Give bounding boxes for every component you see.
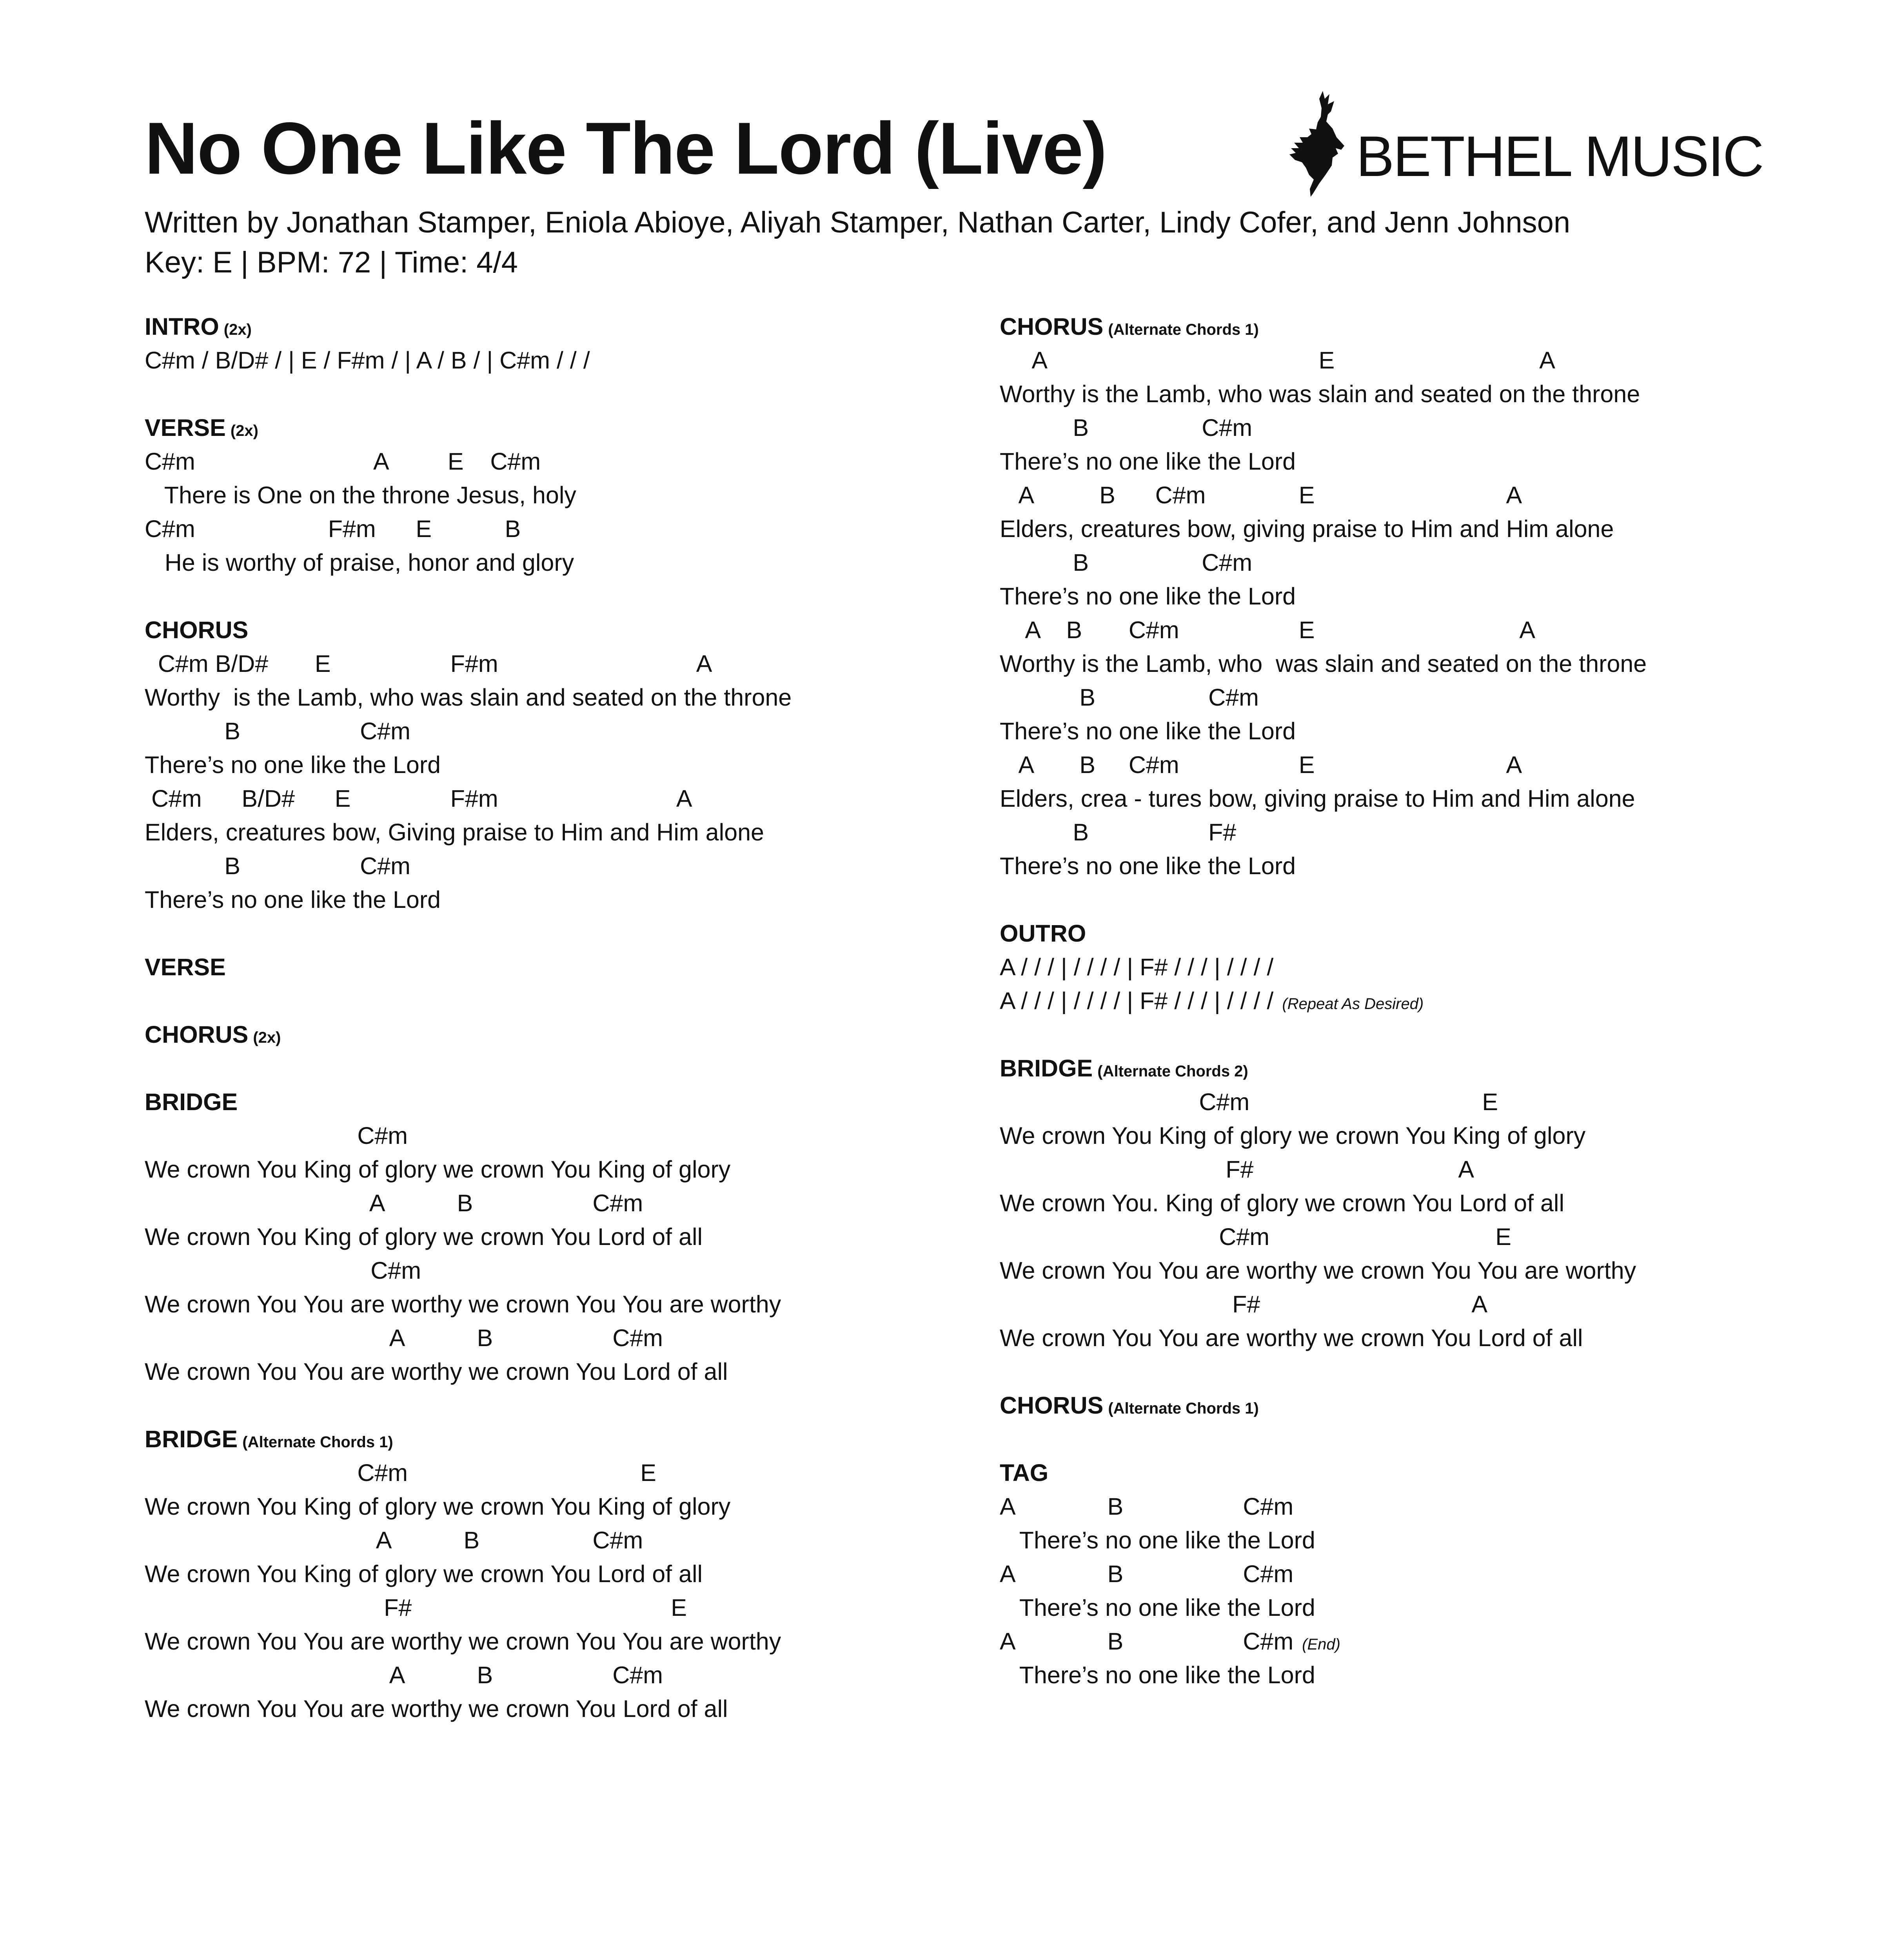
lyric-chord-line: C#m (145, 1257, 421, 1284)
section-note: (Alternate Chords 1) (1108, 321, 1259, 338)
section-title: CHORUS (1000, 1392, 1104, 1419)
lyric-chord-line: C#m E (1000, 1089, 1498, 1115)
logo-wordmark: BETHEL MUSIC (1356, 124, 1763, 188)
lyric-chord-line: C#m E (1000, 1223, 1511, 1250)
line-text: A B C#m (1000, 1628, 1294, 1655)
section-title: VERSE (145, 414, 226, 441)
lyric-chord-line: There’s no one like the Lord (1000, 1594, 1315, 1621)
lyric-chord-line: A B C#m (1000, 1561, 1294, 1587)
lyric-chord-line: There’s no one like the Lord (145, 886, 441, 913)
song-section (145, 613, 792, 916)
song-section (145, 1422, 792, 1726)
section-title: CHORUS (145, 1021, 249, 1048)
lyric-chord-line: C#m B/D# E F#m A (145, 785, 692, 812)
lyric-chord-line: B C#m (1000, 684, 1259, 711)
lyric-chord-line: We crown You You are worthy we crown You You are worthy (145, 1291, 781, 1318)
lyric-chord-line: We crown You You are worthy we crown You Lord of all (145, 1358, 728, 1385)
lyric-chord-line: A B C#m E A (1000, 482, 1522, 508)
song-section (145, 1018, 792, 1051)
lyric-chord-line (1000, 984, 1647, 1018)
lyric-chord-line (1000, 1624, 1647, 1658)
section-heading (145, 1018, 792, 1051)
lyric-chord-line: A B C#m (145, 1662, 663, 1688)
lyric-chord-line: C#m B/D# E F#m A (145, 650, 712, 677)
line-text: A / / / | / / / / | F# / / / | / / / / (1000, 987, 1274, 1014)
right-column (1000, 310, 1647, 1726)
section-heading (145, 1085, 792, 1119)
lyric-chord-line: We crown You King of glory we crown You King of glory (1000, 1122, 1586, 1149)
lyric-chord-line: C#m A E C#m (145, 448, 541, 475)
lyric-chord-line: B C#m (1000, 549, 1253, 576)
section-note: (Alternate Chords 1) (1108, 1400, 1259, 1417)
lyric-chord-line: A B C#m (1000, 1493, 1294, 1520)
lyric-chord-line: We crown You You are worthy we crown You Lord of all (1000, 1325, 1583, 1351)
lyric-chord-line: A B C#m E A (1000, 751, 1522, 778)
section-title: CHORUS (145, 617, 249, 643)
lyric-chord-line: We crown You You are worthy we crown You You are worthy (145, 1628, 781, 1655)
section-heading (1000, 1456, 1647, 1490)
lyric-chord-line: Worthy is the Lamb, who was slain and seated on the throne (145, 684, 792, 711)
line-direction-note: (End) (1302, 1636, 1340, 1653)
lyric-chord-line: There’s no one like the Lord (1000, 1527, 1315, 1553)
song-section (145, 1085, 792, 1388)
lyric-chord-line: There is One on the throne Jesus, holy (145, 482, 576, 508)
lyric-chord-line: C#m E (145, 1459, 656, 1486)
lyric-chord-line: We crown You. King of glory we crown You Lord of all (1000, 1190, 1565, 1216)
lyric-chord-line: There’s no one like the Lord (1000, 583, 1296, 610)
section-heading (145, 310, 792, 343)
section-heading (145, 411, 792, 445)
song-title: No One Like The Lord (Live) (145, 107, 1106, 189)
lyric-chord-line: There’s no one like the Lord (1000, 448, 1296, 475)
lyric-chord-line: There’s no one like the Lord (145, 751, 441, 778)
lyric-chord-line: C#m / B/D# / | E / F#m / | A / B / | C#m / / / (145, 347, 590, 374)
lyric-chord-line: A B C#m (145, 1325, 663, 1351)
lyric-chord-line: There’s no one like the Lord (1000, 718, 1296, 744)
section-heading (145, 613, 792, 647)
lyric-chord-line: There’s no one like the Lord (1000, 1662, 1315, 1688)
song-section (1000, 916, 1647, 1018)
lyric-chord-line: C#m F#m E B (145, 515, 521, 542)
lyric-chord-line: Elders, creatures bow, Giving praise to Him and Him alone (145, 819, 764, 846)
section-note: (Alternate Chords 2) (1097, 1063, 1248, 1080)
lyric-chord-line: We crown You King of glory we crown You King of glory (145, 1156, 731, 1183)
song-section (145, 310, 792, 377)
lyric-chord-line: There’s no one like the Lord (1000, 853, 1296, 879)
lyric-chord-line: Elders, crea - tures bow, giving praise to Him and Him alone (1000, 785, 1635, 812)
section-title: TAG (1000, 1459, 1049, 1486)
lyric-chord-line: Elders, creatures bow, giving praise to Him and Him alone (1000, 515, 1614, 542)
section-title: VERSE (145, 954, 226, 980)
lyric-chord-line: He is worthy of praise, honor and glory (145, 549, 574, 576)
lyric-chord-line: A E A (1000, 347, 1555, 374)
section-heading (1000, 310, 1647, 343)
section-title: BRIDGE (145, 1426, 238, 1452)
section-heading (1000, 1051, 1647, 1085)
lyric-chord-line: B C#m (1000, 414, 1253, 441)
stag-head-icon (1286, 91, 1344, 197)
lyric-chord-line: B F# (1000, 819, 1237, 846)
left-column (145, 310, 792, 1759)
song-section (145, 950, 792, 984)
line-direction-note: (Repeat As Desired) (1282, 995, 1424, 1013)
song-section (1000, 310, 1647, 883)
lyric-chord-line: B C#m (145, 718, 410, 744)
lyric-chord-line: We crown You King of glory we crown You Lord of all (145, 1561, 703, 1587)
lyric-chord-line: F# E (145, 1594, 687, 1621)
song-section (1000, 1051, 1647, 1355)
lyric-chord-line: F# A (1000, 1156, 1474, 1183)
section-title: CHORUS (1000, 313, 1104, 340)
section-heading (1000, 1388, 1647, 1422)
lyric-chord-line: A / / / | / / / / | F# / / / | / / / / (1000, 954, 1274, 980)
songwriters: Written by Jonathan Stamper, Eniola Abioye, Aliyah Stamper, Nathan Carter, Lindy Cofer, and Jenn Johnson (145, 206, 1571, 239)
song-section (145, 411, 792, 579)
lyric-chord-line: Worthy is the Lamb, who was slain and seated on the throne (1000, 650, 1647, 677)
section-note: (2x) (230, 422, 258, 439)
lyric-chord-line: A B C#m (145, 1190, 643, 1216)
section-heading (145, 950, 792, 984)
section-title: OUTRO (1000, 920, 1086, 947)
lyric-chord-line: We crown You You are worthy we crown You Lord of all (145, 1695, 728, 1722)
lyric-chord-line: C#m (145, 1122, 408, 1149)
lyric-chord-line: B C#m (145, 853, 410, 879)
lyric-chord-line: A B C#m E A (1000, 617, 1536, 643)
section-note: (Alternate Chords 1) (242, 1434, 393, 1451)
song-section (1000, 1456, 1647, 1692)
song-section (1000, 1388, 1647, 1422)
section-title: INTRO (145, 313, 219, 340)
bethel-music-logo (1286, 91, 1763, 197)
lyric-chord-line: A B C#m (145, 1527, 643, 1553)
lyric-chord-line: We crown You You are worthy we crown You You are worthy (1000, 1257, 1636, 1284)
lyric-chord-line: Worthy is the Lamb, who was slain and seated on the throne (1000, 381, 1640, 407)
lyric-chord-line: We crown You King of glory we crown You King of glory (145, 1493, 731, 1520)
lyric-chord-line: F# A (1000, 1291, 1488, 1318)
section-note: (2x) (253, 1029, 281, 1046)
lyric-chord-line: We crown You King of glory we crown You Lord of all (145, 1223, 703, 1250)
section-heading (145, 1422, 792, 1456)
section-title: BRIDGE (145, 1089, 238, 1115)
section-note: (2x) (223, 321, 252, 338)
section-title: BRIDGE (1000, 1055, 1093, 1082)
section-heading (1000, 916, 1647, 950)
song-key-bpm-time: Key: E | BPM: 72 | Time: 4/4 (145, 246, 518, 279)
